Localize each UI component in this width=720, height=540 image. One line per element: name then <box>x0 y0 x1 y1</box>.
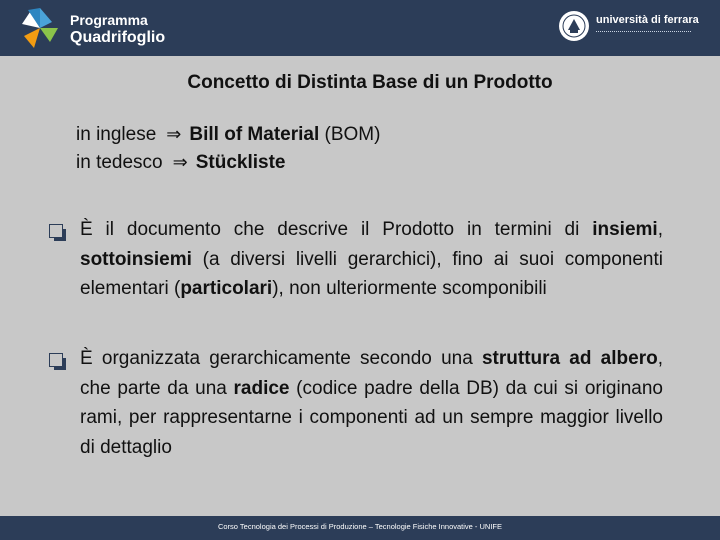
translation-term: Stückliste <box>195 152 286 173</box>
translation-suffix: (BOM) <box>324 124 381 145</box>
logo-text <box>70 12 165 46</box>
bullet-box-icon <box>49 224 63 238</box>
bullet-text: È organizzata gerarchicamente secondo una <box>80 348 482 369</box>
programma-quadrifoglio-logo <box>14 4 184 52</box>
footer-bar <box>0 516 720 540</box>
bullet-bold-text: insiemi <box>592 219 658 240</box>
university-name: università di ferrara <box>596 14 699 26</box>
bullet-text: , che parte da una <box>80 348 663 399</box>
header-bar <box>0 0 720 56</box>
translation-prefix: in tedesco <box>76 152 163 173</box>
bullet-text: È il documento che descrive il Prodotto in termini di <box>80 219 593 240</box>
translation-english <box>76 124 380 146</box>
bullet-text: , <box>657 219 663 240</box>
translation-german <box>76 152 285 174</box>
bullet-bold-text: sottoinsiemi <box>80 248 192 270</box>
translation-term: Bill of Material <box>189 124 320 145</box>
quadrifoglio-logo-icon <box>14 4 66 52</box>
footer-text: Corso Tecnologia dei Processi di Produzione – Tecnologie Fisiche Innovative - UNIFE <box>217 522 503 531</box>
slide-title: Concetto di Distinta Base di un Prodotto <box>187 72 553 93</box>
bullet-bold-text: struttura ad albero <box>481 348 658 369</box>
logo-line-1: Programma <box>70 12 148 28</box>
bullet-definition <box>80 215 663 304</box>
bullet-text: ), non ulteriormente scomponibili <box>272 278 547 299</box>
implies-arrow-icon: ⇒ <box>166 124 182 144</box>
bullet-structure <box>80 344 663 462</box>
implies-arrow-icon: ⇒ <box>172 152 188 172</box>
translation-prefix: in inglese <box>76 124 157 145</box>
bullet-bold-text: particolari <box>180 278 273 299</box>
bullet-bold-text: radice <box>233 377 290 399</box>
university-tagline-decoration <box>596 31 691 35</box>
bullet-box-icon <box>49 353 63 367</box>
university-seal-icon <box>558 10 590 42</box>
bullet-text: (a diversi livelli gerarchici), fino ai suoi componenti elementari ( <box>80 248 663 299</box>
bullet-text: (codice padre della DB) da cui si originano rami, per rappresentarne i componenti ad un sempre maggior livello di dettaglio <box>80 377 663 458</box>
logo-line-2: Quadrifoglio <box>70 29 166 46</box>
unife-logo <box>558 10 698 46</box>
